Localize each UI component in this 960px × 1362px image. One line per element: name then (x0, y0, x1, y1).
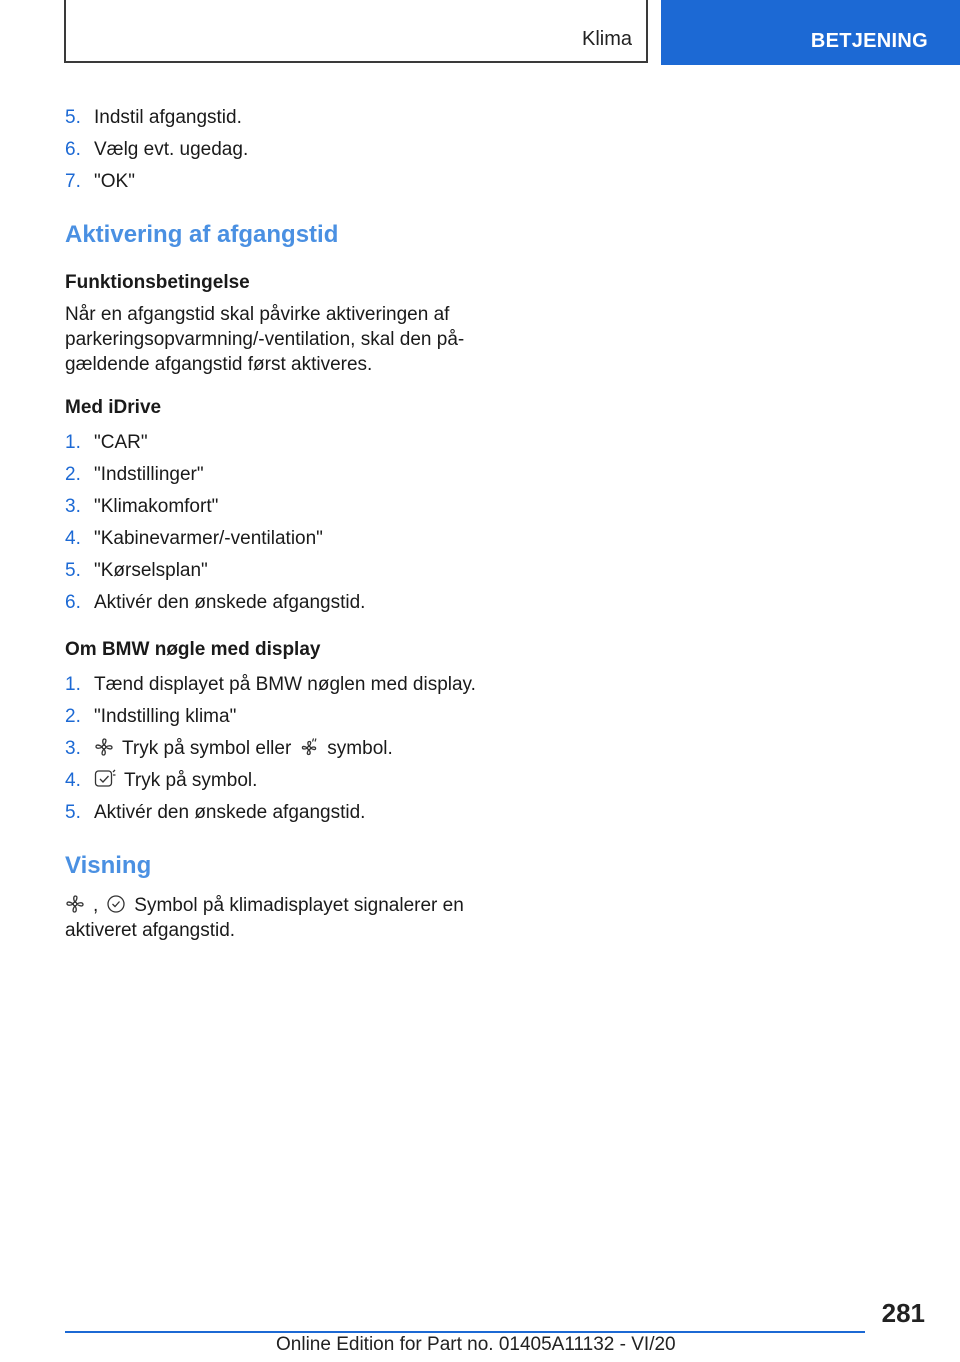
list-item (65, 669, 495, 701)
list-item (65, 427, 495, 459)
page-number: 281 (881, 1298, 925, 1328)
section-heading-display: Visning (65, 852, 152, 879)
list-item (65, 765, 495, 797)
step-text: Indstil afgangstid. (94, 107, 242, 128)
step-text: Tryk på symbol. (124, 770, 258, 791)
step-text: "Kørselsplan" (94, 560, 208, 581)
header-section-title: Klima (581, 28, 632, 50)
condition-text: Når en afgangstid skal påvirke aktiveringen af parkeringsopvarmning/-ventilation, skal den på-gældende afgangstid først aktiveres. (65, 304, 465, 375)
step-number: 5. (65, 802, 81, 823)
fan-icon (65, 894, 85, 914)
step-text: "OK" (94, 171, 135, 192)
step-number: 4. (65, 528, 81, 549)
display-text-line2: aktiveret afgangstid. (65, 920, 236, 941)
step-text: Vælg evt. ugedag. (94, 139, 249, 160)
step-text: "Indstilling klima" (94, 706, 237, 727)
icon-separator: , (93, 895, 99, 916)
step-number: 7. (65, 171, 81, 192)
step-text: symbol. (327, 738, 393, 759)
step-number: 1. (65, 432, 81, 453)
step-text: "Indstillinger" (94, 464, 204, 485)
list-item (65, 134, 495, 166)
step-number: 5. (65, 107, 81, 128)
footer-edition: Online Edition for Part no. 01405A11132 - VI/20 (276, 1334, 676, 1355)
step-text: "Kabinevarmer/-ventilation" (94, 528, 323, 549)
subheading-idrive: Med iDrive (65, 397, 162, 418)
list-item (65, 587, 495, 619)
list-item (65, 797, 495, 829)
step-text: Tænd displayet på BMW nøglen med display. (94, 674, 476, 695)
step-text: Aktivér den ønskede afgangstid. (94, 592, 366, 613)
steps-bmw-key (65, 669, 495, 829)
clock-icon (106, 894, 126, 914)
step-number: 2. (65, 706, 81, 727)
heat-fan-icon (299, 737, 319, 757)
chapter-tab[interactable]: BETJENING (661, 0, 960, 65)
footer-divider (65, 1331, 865, 1333)
list-item (65, 733, 495, 765)
display-text-line1: Symbol på klimadisplayet signalerer en (134, 895, 464, 916)
step-number: 3. (65, 738, 81, 759)
list-item (65, 166, 495, 198)
step-text: Tryk på symbol eller (122, 738, 292, 759)
step-number: 4. (65, 770, 81, 791)
step-number: 1. (65, 674, 81, 695)
step-text: "Klimakomfort" (94, 496, 219, 517)
step-number: 3. (65, 496, 81, 517)
subheading-condition: Funktionsbetingelse (65, 272, 250, 293)
list-item (65, 555, 495, 587)
step-text: "CAR" (94, 432, 148, 453)
step-number: 5. (65, 560, 81, 581)
steps-idrive (65, 427, 495, 619)
list-item (65, 491, 495, 523)
page-content (65, 102, 495, 943)
display-text (65, 893, 495, 943)
list-item (65, 459, 495, 491)
step-number: 6. (65, 592, 81, 613)
list-item (65, 523, 495, 555)
list-item (65, 701, 495, 733)
fan-icon (94, 737, 114, 757)
timer-icon (94, 769, 116, 789)
subheading-bmw-key: Om BMW nøgle med display (65, 639, 321, 660)
list-item (65, 102, 495, 134)
header-frame (64, 0, 648, 63)
step-number: 6. (65, 139, 81, 160)
step-number: 2. (65, 464, 81, 485)
section-heading-activation: Aktivering af afgangstid (65, 221, 339, 248)
step-text: Aktivér den ønskede afgangstid. (94, 802, 366, 823)
steps-top (65, 102, 495, 198)
